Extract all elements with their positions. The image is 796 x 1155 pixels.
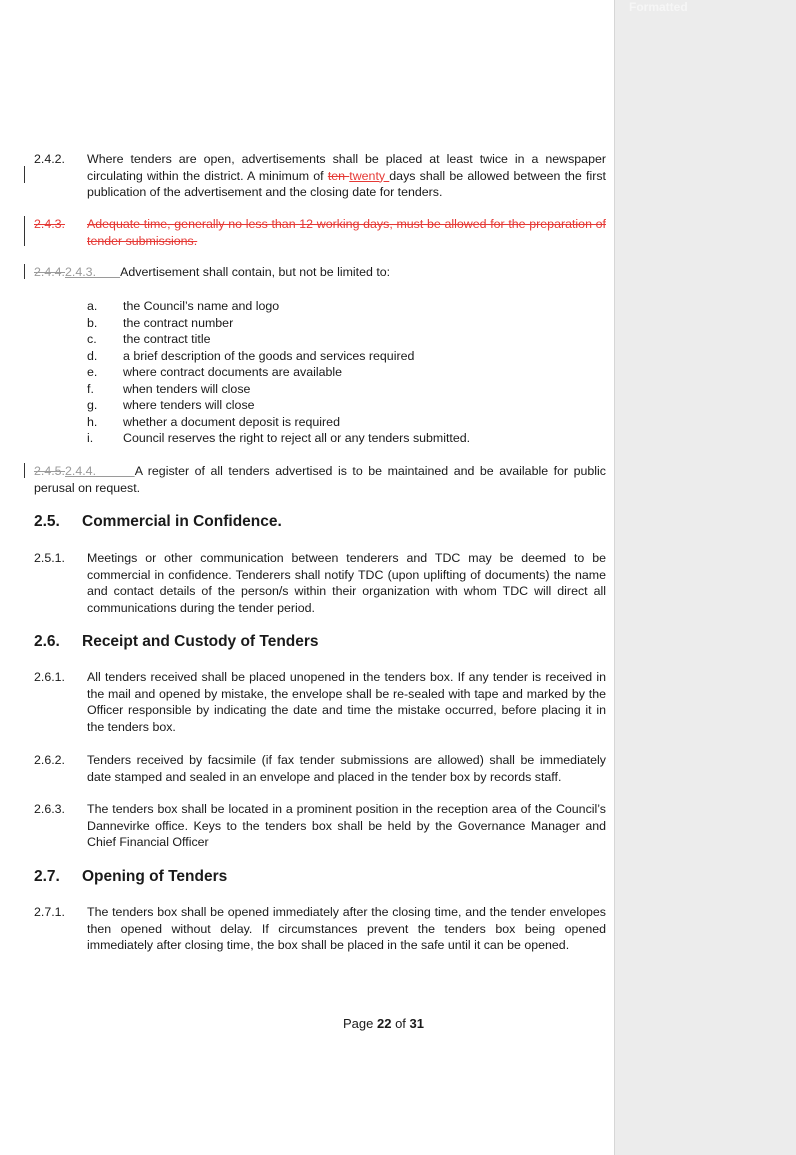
markup-pane [614, 0, 796, 1155]
paragraph-register[interactable] [34, 463, 606, 496]
paragraph-number: 2.6.2. [34, 753, 66, 767]
list-item: b. the contract number [87, 315, 234, 330]
paragraph-number: 2.4.3. [34, 217, 66, 231]
list-item: e. where contract documents are available [87, 365, 343, 379]
list-item: f. when tenders will close [87, 381, 251, 396]
paragraph-number: 2.4.4.2.4.3. [34, 265, 97, 279]
section-heading-2-5: 2.5. Commercial in Confidence. [34, 513, 282, 530]
paragraph-text: Meetings or other communication between tenderers and TDC may be deemed to be commercial in confidence. Tenderers shall notify TDC (upon uplifting of documents) the name and contact details of the person/s within their organization with whom TDC will direct all communications during the tender period. [87, 551, 606, 615]
paragraph-2-4-2[interactable] [34, 151, 606, 201]
paragraph-text: All tenders received shall be placed unopened in the tenders box. If any tender is received in the mail and opened by mistake, the envelope shall be re-sealed with tape and marked by the Officer responsible by indicating the date and time the mistake occurred, before placing it in the tenders box. [87, 670, 606, 734]
list-item: d. a brief description of the goods and services required [87, 348, 415, 363]
section-heading-2-6: 2.6. Receipt and Custody of Tenders [34, 633, 319, 650]
paragraph-2-6-1[interactable] [34, 669, 606, 735]
advertisement-content-list [87, 298, 470, 447]
paragraph-number: 2.4.5.2.4.4. [34, 464, 97, 478]
deleted-paragraph-text: Adequate time, generally no less than 12 working days, must be allowed for the preparation of tender submissions. [87, 217, 606, 248]
paragraph-number: 2.4.2. [34, 152, 66, 166]
inserted-text: twenty [349, 168, 390, 183]
page-footer: Page 22 of 31 [343, 1016, 424, 1031]
paragraph-2-7-1[interactable] [34, 904, 606, 954]
list-item: c. the contract title [87, 332, 211, 346]
list-item: g. where tenders will close [87, 398, 255, 412]
paragraph-number: 2.5.1. [34, 551, 66, 565]
current-page-number: 22 [376, 1016, 392, 1031]
change-bar [24, 463, 25, 478]
total-page-count: 31 [409, 1016, 424, 1031]
paragraph-2-5-1[interactable] [34, 550, 606, 616]
paragraph-number: 2.7.1. [34, 905, 66, 919]
paragraph-text: Advertisement shall contain, but not be limited to: [120, 265, 391, 279]
list-item: i. Council reserves the right to reject all or any tenders submitted. [87, 431, 471, 445]
paragraph-text: Where tenders are open, advertisements shall be placed at least twice in a newspaper circulating within the district. A minimum of ten twenty days shall be allowed between the first publication of the advertisement and the closing date for tenders. [87, 152, 606, 199]
change-bar [24, 216, 25, 246]
paragraph-text: Tenders received by facsimile (if fax tender submissions are allowed) shall be immediately date stamped and sealed in an envelope and placed in the tender box by records staff. [87, 753, 606, 784]
list-item: a. the Council’s name and logo [87, 299, 280, 313]
paragraph-2-6-2[interactable] [34, 752, 606, 785]
markup-pane-title: Formatted [629, 0, 688, 14]
paragraph-2-6-3[interactable] [34, 801, 606, 851]
paragraph-text: The tenders box shall be located in a prominent position in the reception area of the Council’s Dannevirke office. Keys to the tenders box shall be held by the Governance Manager and Chief Financial Officer [87, 802, 606, 849]
change-bar [24, 166, 25, 183]
paragraph-2-4-3-deleted[interactable] [34, 216, 606, 249]
paragraph-number: 2.6.3. [34, 802, 66, 816]
change-bar [24, 264, 25, 279]
paragraph-number: 2.6.1. [34, 670, 66, 684]
section-heading-2-7: 2.7. Opening of Tenders [34, 868, 228, 885]
list-item: h. whether a document deposit is required [87, 414, 340, 429]
deleted-text: ten [327, 168, 350, 183]
paragraph-advertisement[interactable] [34, 264, 606, 281]
paragraph-text: A register of all tenders advertised is to be maintained and be available for public perusal on request. [34, 464, 606, 495]
paragraph-text: The tenders box shall be opened immediately after the closing time, and the tender envelopes then opened without delay. If circumstances prevent the tenders box being opened immediately after closing time, the box shall be placed in the safe until it can be opened. [87, 905, 606, 952]
